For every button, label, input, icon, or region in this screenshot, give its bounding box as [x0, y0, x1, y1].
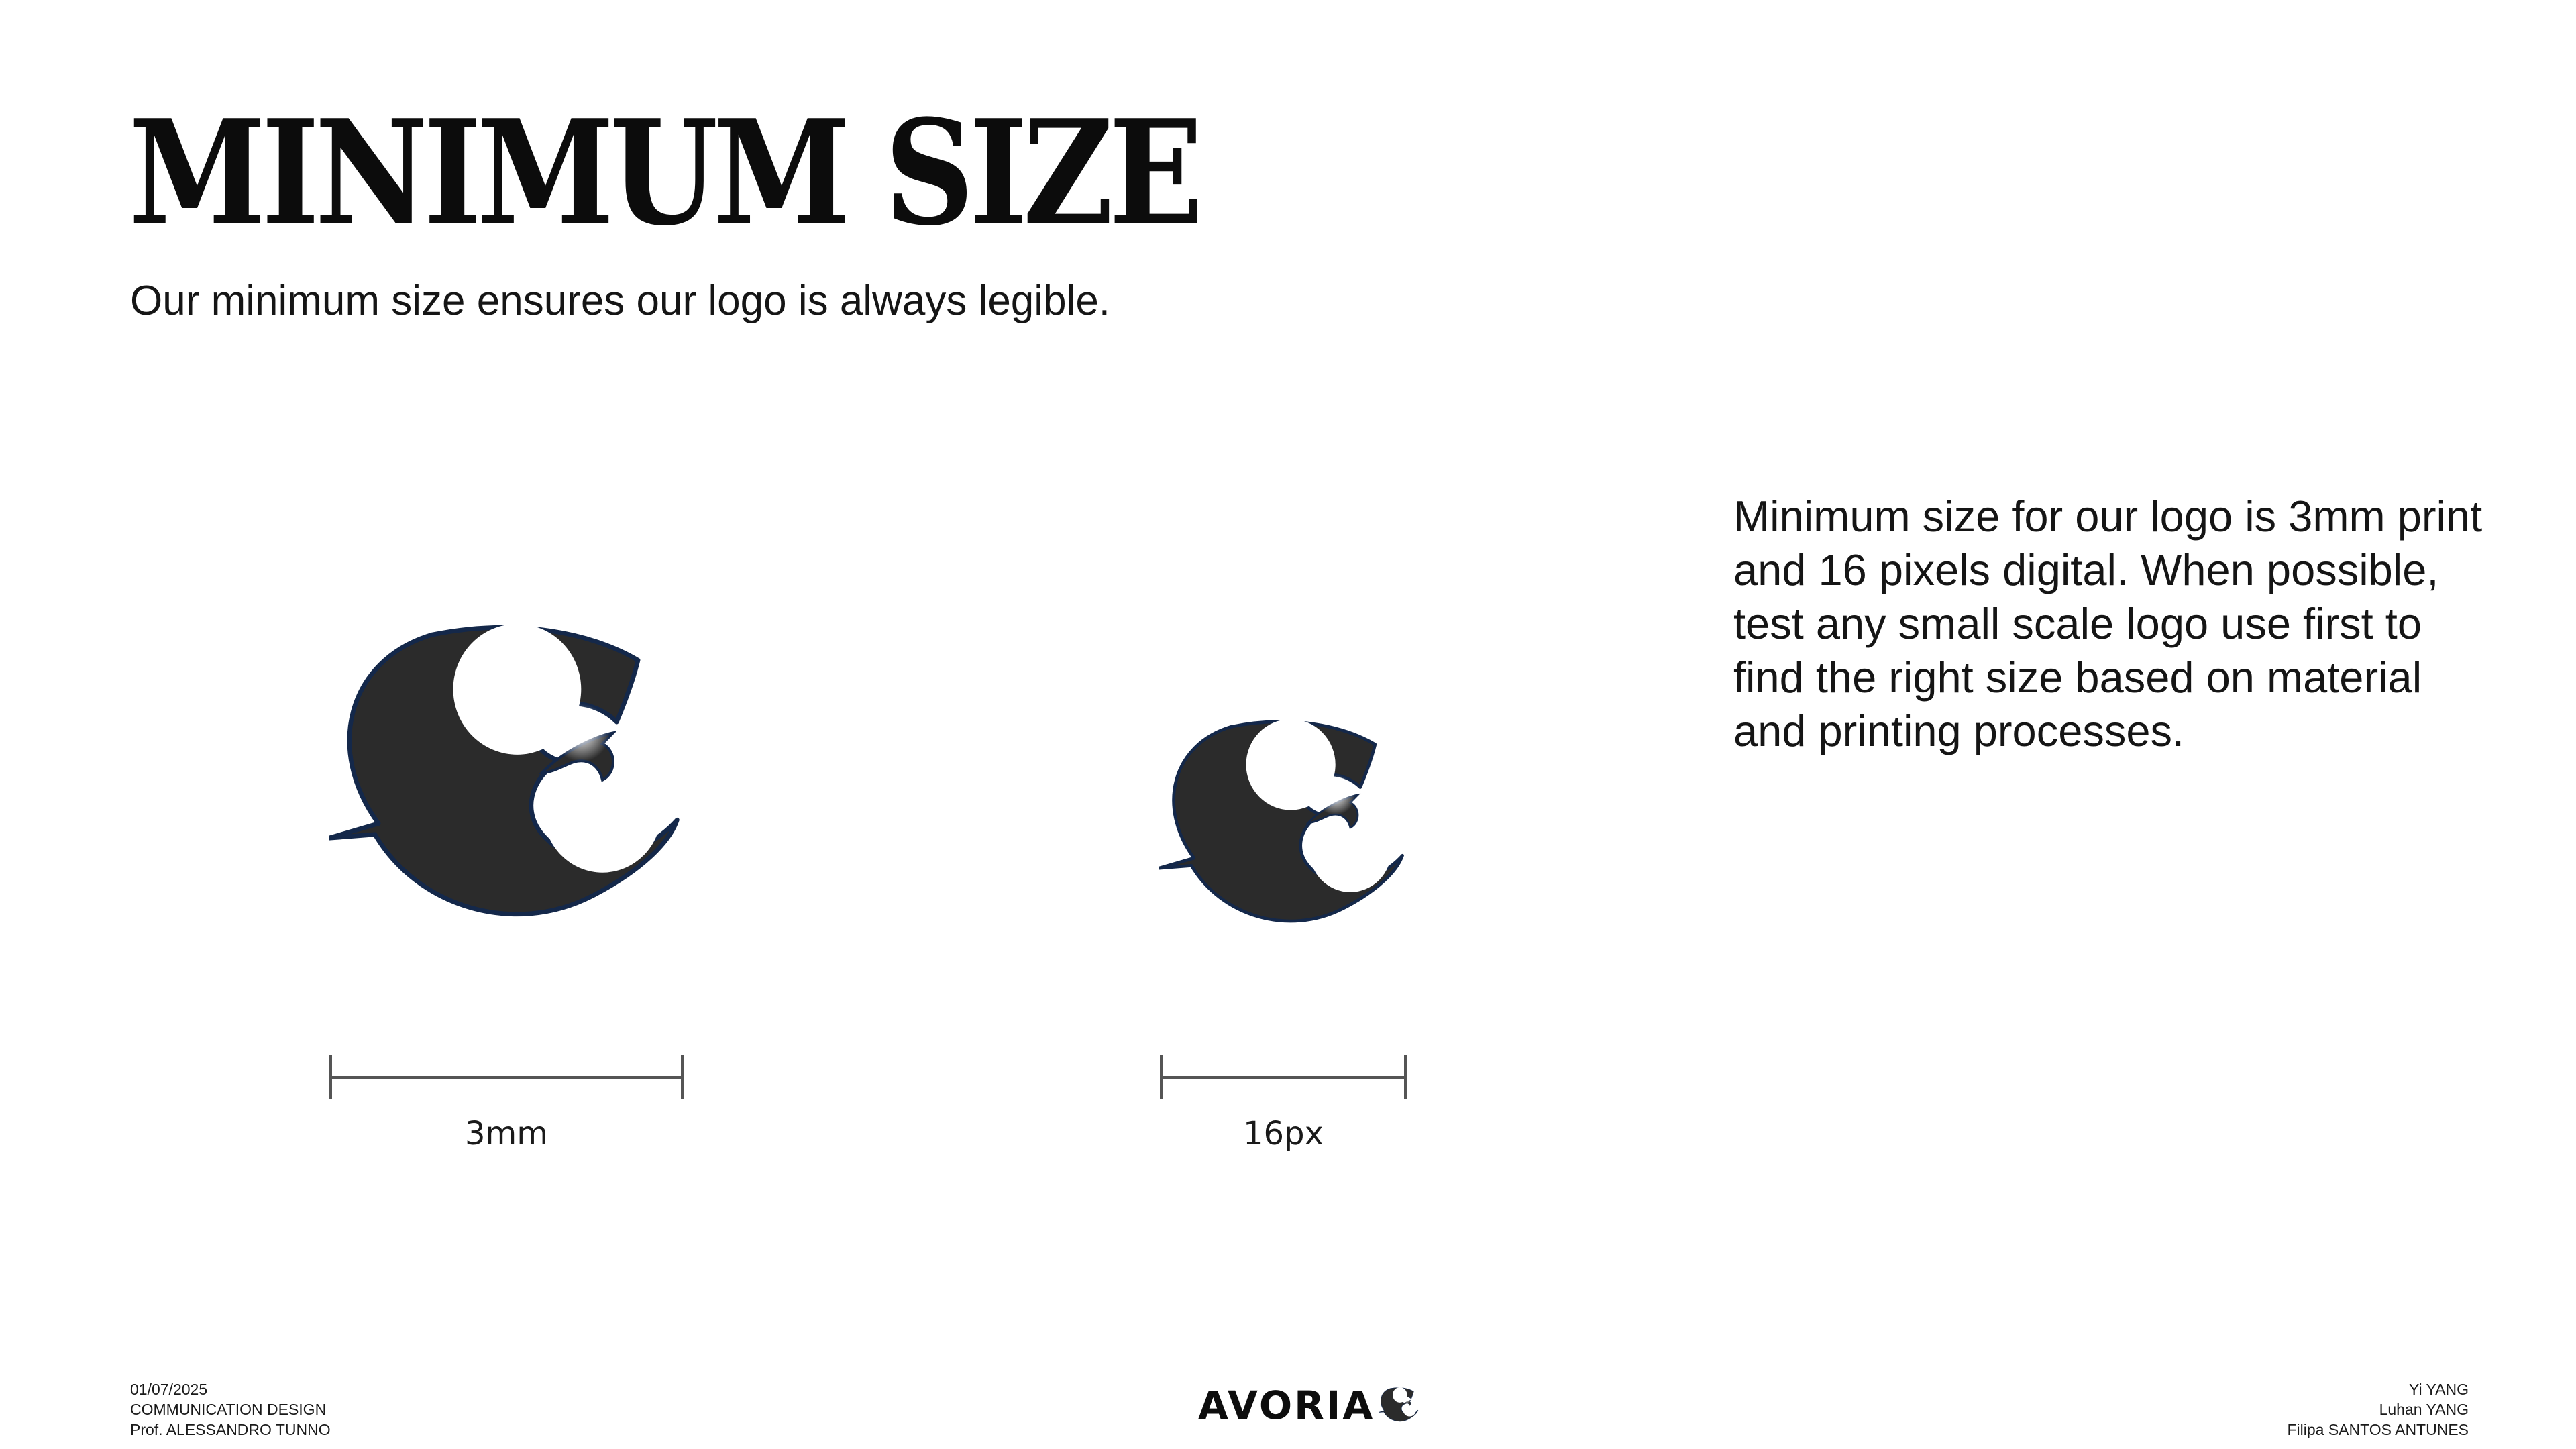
- dimension-label: 3mm: [464, 1115, 549, 1152]
- footer-author: Filipa SANTOS ANTUNES: [2287, 1421, 2469, 1438]
- footer-professor: Prof. ALESSANDRO TUNNO: [130, 1421, 331, 1438]
- footer-author: Yi YANG: [2408, 1381, 2469, 1398]
- footer-author: Luhan YANG: [2379, 1401, 2469, 1418]
- brand-logo: [1198, 1382, 1419, 1429]
- avoria-logo-icon: [1379, 1387, 1419, 1424]
- avoria-logo-icon: [1159, 719, 1407, 934]
- footer-course: COMMUNICATION DESIGN: [130, 1401, 327, 1418]
- minimum-size-description: Minimum size for our logo is 3mm print and 16 pixels digital. When possible, test any small scale logo use first to find the right size based on material and printing processes.: [1733, 492, 2483, 755]
- footer-date: 01/07/2025: [130, 1381, 208, 1398]
- dimension-label: 16px: [1243, 1115, 1324, 1152]
- footer-authors: [2287, 1379, 2469, 1440]
- avoria-logo-icon: [329, 624, 684, 932]
- footer-course-info: [130, 1379, 331, 1440]
- page-subtitle: Our minimum size ensures our logo is always legible.: [130, 278, 1111, 324]
- dimension-line: [1159, 1055, 1407, 1102]
- brand-wordmark: AVORIA: [1198, 1383, 1375, 1428]
- dimension-line: [329, 1055, 684, 1102]
- page-title: MINIMUM SIZE: [129, 88, 1199, 258]
